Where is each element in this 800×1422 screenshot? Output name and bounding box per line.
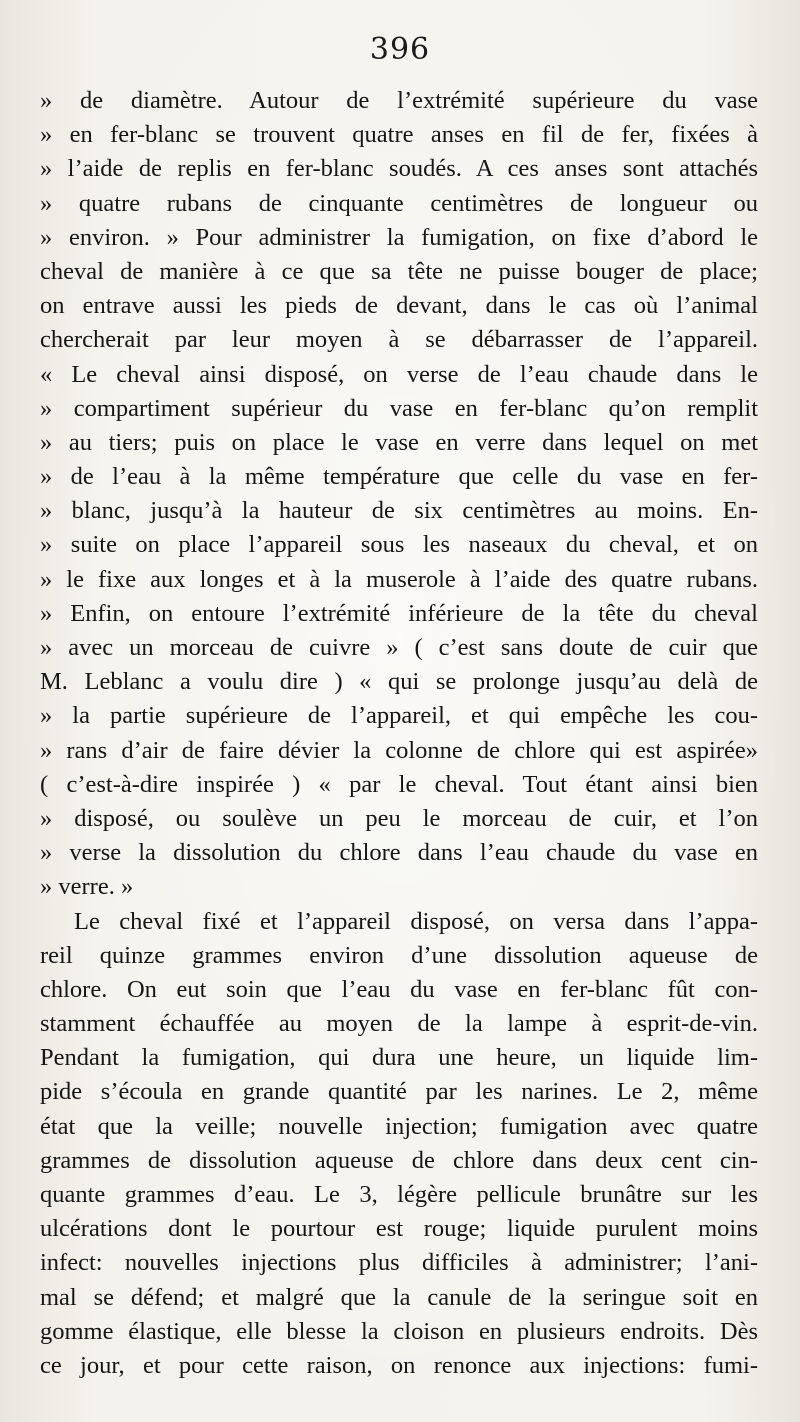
text-line: » verre. »	[40, 873, 134, 901]
text-line: on entrave aussi les pieds de devant, dans le cas où l’animal	[40, 292, 758, 320]
text-line: » au tiers; puis on place le vase en verre dans lequel on met	[40, 428, 758, 456]
text-line: ulcérations dont le pourtour est rouge; liquide purulent moins	[40, 1215, 758, 1243]
text-line: » la partie supérieure de l’appareil, et qui empêche les cou-	[40, 702, 758, 730]
text-line: grammes de dissolution aqueuse de chlore dans deux cent cin-	[40, 1146, 758, 1174]
text-line: chercherait par leur moyen à se débarrasser de l’appareil.	[40, 326, 758, 354]
body-text	[40, 84, 758, 1383]
text-line: « Le cheval ainsi disposé, on verse de l’eau chaude dans le	[40, 360, 758, 388]
text-line: » en fer-blanc se trouvent quatre anses en fil de fer, fixées à	[40, 121, 758, 149]
text-line: » blanc, jusqu’à la hauteur de six centimètres au moins. En-	[40, 497, 758, 525]
text-line: » avec un morceau de cuivre » ( c’est sans doute de cuir que	[40, 634, 758, 661]
text-line: » environ. » Pour administrer la fumigation, on fixe d’abord le	[40, 223, 758, 251]
text-line: » verse la dissolution du chlore dans l’eau chaude du vase en	[40, 839, 758, 867]
text-line: » de l’eau à la même température que celle du vase en fer-	[40, 463, 758, 491]
text-line: quante grammes d’eau. Le 3, légère pellicule brunâtre sur les	[40, 1181, 758, 1208]
text-line: Le cheval fixé et l’appareil disposé, on versa dans l’appa-	[74, 907, 758, 935]
text-line: » quatre rubans de cinquante centimètres de longueur ou	[40, 189, 758, 217]
text-line: cheval de manière à ce que sa tête ne puisse bouger de place;	[40, 257, 758, 285]
text-line: » rans d’air de faire dévier la colonne de chlore qui est aspirée»	[40, 736, 758, 764]
text-line: reil quinze grammes environ d’une dissolution aqueuse de	[40, 941, 758, 969]
text-line: gomme élastique, elle blesse la cloison en plusieurs endroits. Dès	[40, 1317, 758, 1345]
text-line: stamment échauffée au moyen de la lampe à esprit-de-vin.	[40, 1010, 758, 1038]
text-line: mal se défend; et malgré que la canule de la seringue soit en	[40, 1283, 758, 1311]
text-line: chlore. On eut soin que l’eau du vase en fer-blanc fût con-	[40, 975, 758, 1003]
text-line: ce jour, et pour cette raison, on renonce aux injections: fumi-	[40, 1351, 758, 1379]
text-line: » compartiment supérieur du vase en fer-blanc qu’on remplit	[40, 394, 758, 422]
text-line: M. Leblanc a voulu dire ) « qui se prolonge jusqu’au delà de	[40, 668, 758, 696]
page-number: 396	[369, 32, 431, 67]
text-line: » Enfin, on entoure l’extrémité inférieure de la tête du cheval	[40, 599, 758, 627]
text-line: » le fixe aux longes et à la muserole à l’aide des quatre rubans.	[40, 565, 758, 593]
text-line: » suite on place l’appareil sous les naseaux du cheval, et on	[40, 531, 758, 559]
text-line: » de diamètre. Autour de l’extrémité supérieure du vase	[40, 87, 758, 114]
text-line: » disposé, ou soulève un peu le morceau de cuir, et l’on	[40, 804, 758, 832]
text-line: état que la veille; nouvelle injection; fumigation avec quatre	[40, 1112, 758, 1140]
text-line: » l’aide de replis en fer-blanc soudés. A ces anses sont attachés	[40, 155, 758, 183]
text-line: infect: nouvelles injections plus difficiles à administrer; l’ani-	[40, 1249, 758, 1277]
text-line: Pendant la fumigation, qui dura une heure, un liquide lim-	[40, 1044, 758, 1072]
text-line: ( c’est-à-dire inspirée ) « par le cheval. Tout étant ainsi bien	[40, 770, 758, 798]
text-line: pide s’écoula en grande quantité par les narines. Le 2, même	[40, 1078, 758, 1106]
